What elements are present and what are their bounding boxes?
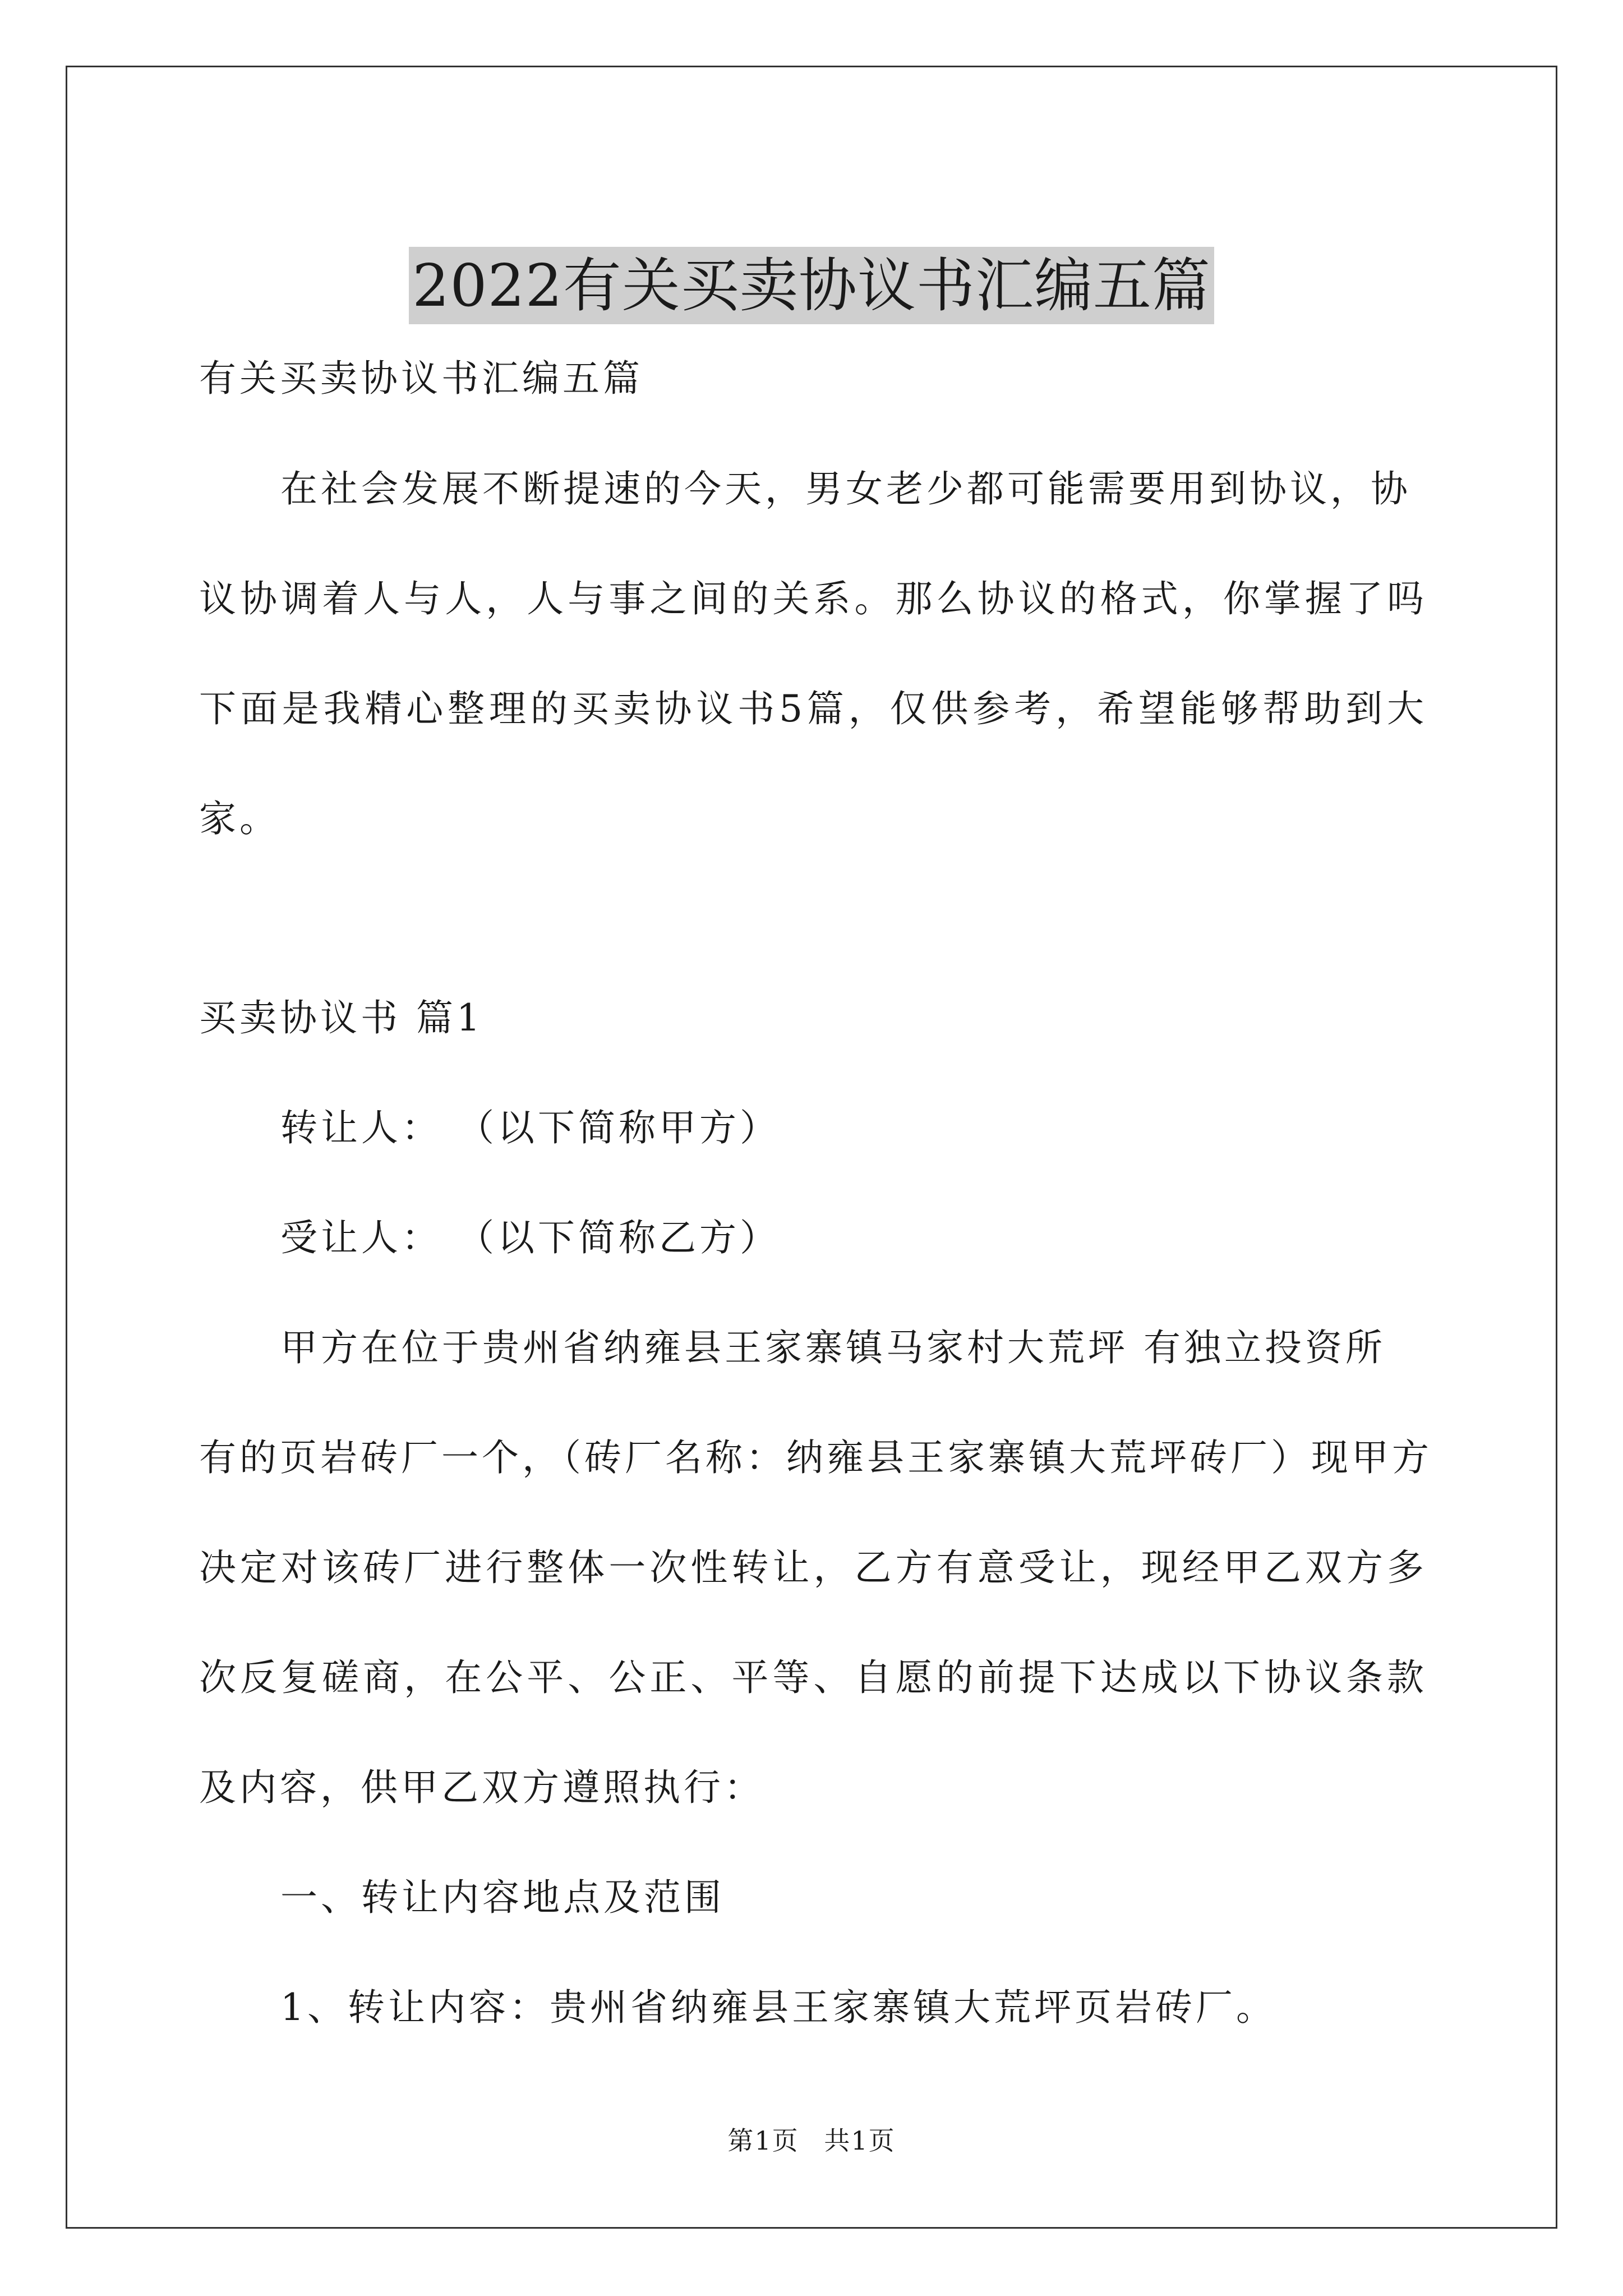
intro-line: 下面是我精心整理的买卖协议书5篇，仅供参考，希望能够帮助到大 xyxy=(199,687,1427,730)
clause-item: 1、转让内容：贵州省纳雍县王家寨镇大荒坪页岩砖厂。 xyxy=(280,1986,1276,2029)
page-number-total: 共1页 xyxy=(824,2125,896,2156)
body-line: 及内容，供甲乙双方遵照执行： xyxy=(199,1766,764,1809)
intro-line: 议协调着人与人，人与事之间的关系。那么协议的格式，你掌握了吗 xyxy=(199,577,1427,620)
transferor-line: 转让人： （以下简称甲方） xyxy=(280,1106,780,1149)
title-container xyxy=(0,208,1623,363)
body-line: 决定对该砖厂进行整体一次性转让，乙方有意受让，现经甲乙双方多 xyxy=(199,1546,1427,1589)
body-line: 有的页岩砖厂一个，（砖厂名称：纳雍县王家寨镇大荒坪砖厂）现甲方 xyxy=(199,1436,1432,1479)
intro-line: 在社会发展不断提速的今天，男女老少都可能需要用到协议，协 xyxy=(280,467,1411,510)
page-footer xyxy=(0,2124,1623,2157)
page-number-current: 第1页 xyxy=(727,2125,799,2156)
document-subtitle: 有关买卖协议书汇编五篇 xyxy=(199,357,643,400)
body-line: 甲方在位于贵州省纳雍县王家寨镇马家村大荒坪 有独立投资所 xyxy=(280,1326,1386,1369)
clause-heading: 一、转让内容地点及范围 xyxy=(280,1876,725,1919)
body-line: 次反复磋商，在公平、公正、平等、自愿的前提下达成以下协议条款 xyxy=(199,1656,1427,1699)
intro-line: 家。 xyxy=(199,797,280,840)
transferee-line: 受让人： （以下简称乙方） xyxy=(280,1216,780,1259)
document-title: 2022有关买卖协议书汇编五篇 xyxy=(409,247,1214,324)
section-heading: 买卖协议书 篇1 xyxy=(199,996,483,1039)
